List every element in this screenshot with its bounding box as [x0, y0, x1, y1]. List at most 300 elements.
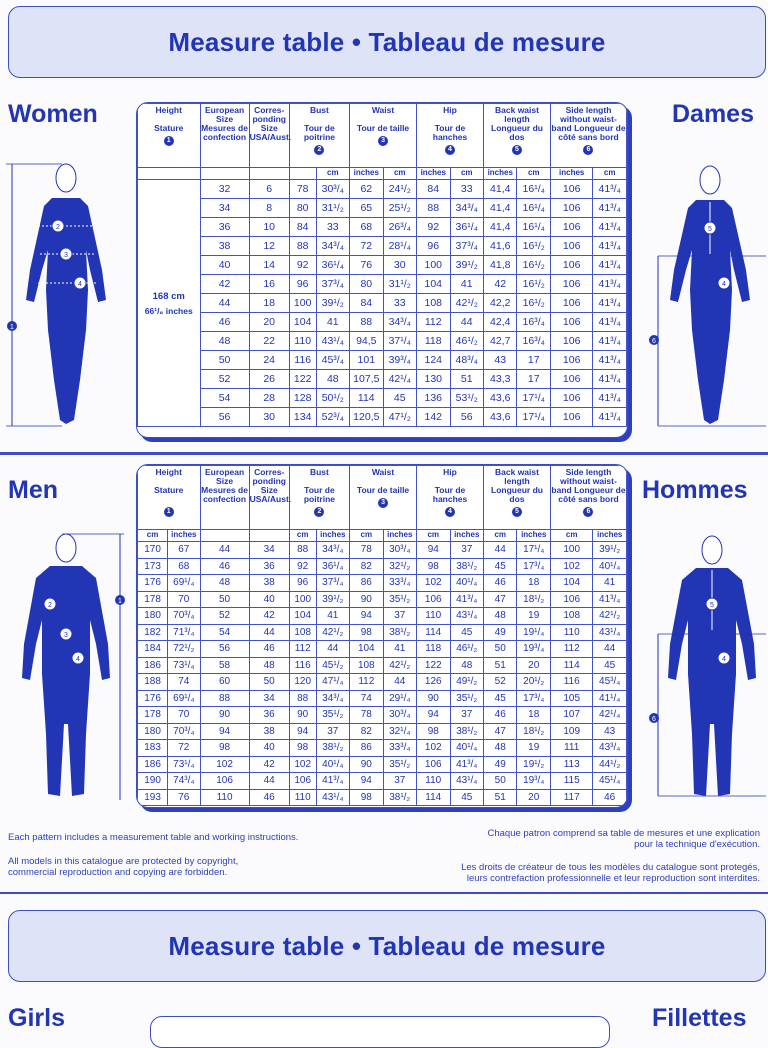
table-cell: 112 [289, 641, 316, 658]
table-cell: 41³/₄ [593, 332, 627, 351]
table-cell: 38 [200, 237, 249, 256]
table-cell: 106 [550, 408, 592, 427]
table-cell: 19 [517, 740, 551, 757]
table-cell: 104 [550, 575, 592, 592]
table-cell: 17³/₄ [517, 690, 551, 707]
women-table-body [138, 180, 627, 427]
table-cell: 94 [350, 608, 383, 625]
table-cell: 88 [200, 690, 249, 707]
table-cell: 26 [249, 370, 289, 389]
table-cell: 65 [350, 199, 383, 218]
table-cell: 80 [350, 275, 383, 294]
table-cell: 106 [550, 370, 592, 389]
table-cell: 67 [168, 542, 200, 559]
table-cell: 43,6 [484, 389, 517, 408]
table-cell: 17¹/₄ [517, 542, 551, 559]
table-cell: 33 [383, 294, 416, 313]
corresponding-header: Corres- ponding Size USA/Aust. [249, 104, 289, 168]
table-cell: 42¹/₂ [450, 294, 484, 313]
table-cell: 16¹/₄ [517, 180, 551, 199]
table-cell: 117 [550, 789, 592, 806]
table-cell: 33³/₄ [383, 575, 416, 592]
table-row [138, 591, 627, 608]
table-cell: 84 [417, 180, 450, 199]
table-cell: 42 [200, 275, 249, 294]
table-cell: 180 [138, 723, 168, 740]
men-height-header: Height Stature 1 [138, 466, 201, 530]
table-cell: 88 [289, 690, 316, 707]
table-row [138, 542, 627, 559]
men-table: Height Stature 1 European Size Mesures de confection Corres- ponding Size USA/Aust. Bust Tour de poitrine 2 Waist Tour de taille 3 Hip Tour de hanches 4 Back waist length Longueur du dos 5 Side length without waist-band Longueur de côté sans bord 6 cm inches cm inches cm inches cm inches cm inches cm inches 170 67 44 34 88 34³/₄ 78 30³/₄ 94 37 44 17¹/₄ 100 39¹/₂ 173 68 46 36 92 36¹/₄ 82 32¹/₂ 98 38¹/₂ 45 17³/₄ 102 40¹/₄ 176 69¹/₄ 48 38 96 37³/₄ 86 33³/₄ 102 40¹/₄ 46 18 104 41 178 70 50 40 100 39¹/₂ 90 35¹/₂ 106 41³/₄ 47 18¹/₂ 106 41³/₄ 180 70³/₄ 52 42 104 41 94 37 110 43¹/₄ 48 19 108 42¹/₂ 182 71³/₄ 54 44 108 42¹/₂ 98 38¹/₂ 114 45 49 19¹/₄ 110 43¹/₄ 184 72¹/₂ 56 46 112 44 104 41 118 46¹/₂ 50 19³/₄ 112 44 186 73¹/₄ 58 48 116 45¹/₂ 108 42¹/₂ 122 48 51 20 114 45 188 74 60 50 120 47¹/₄ 112 44 126 49¹/₂ 52 20¹/₂ 116 45³/₄ 176 69¹/₄ 88 34 88 34³/₄ 74 29¹/₄ 90 35¹/₂ 45 17³/₄ 105 41¹/₄ 178 70 90 36 90 35¹/₂ 78 30³/₄ 94 37 46 18 107 42¹/₄ 180 70³/₄ 94 38 94 37 82 32¹/₄ 98 38¹/₂ 47 18¹/₂ 109 43 183 72 98 40 98 38¹/₂ 86 33³/₄ 102 40¹/₄ 48 19 111 43³/₄ 186 73¹/₄ 102 42 102 40¹/₄ 90 35¹/₂ 106 41³/₄ 49 19¹/₂ 113 44¹/₂ 190 74³/₄ 106 44 106 41³/₄ 94 37 110 43¹/₄ 50 19³/₄ 115 45¹/₄ 193 76 110 46 110 43¹/₄ 98 38¹/₂ 114 45 51 20 117 46 [136, 464, 628, 808]
table-cell: 106 [417, 591, 450, 608]
european-header: European Size Mesures de confection [200, 104, 249, 168]
table-cell: 82 [350, 558, 383, 575]
table-cell: 48 [200, 332, 249, 351]
table-cell: 90 [289, 707, 316, 724]
table-cell: 106 [550, 351, 592, 370]
table-cell: 108 [350, 657, 383, 674]
table-cell: 173 [138, 558, 168, 575]
side-header: Side length without waist-band Longueur de côté sans bord 6 [550, 104, 626, 168]
table-cell: 49 [484, 624, 517, 641]
table-cell: 32¹/₄ [383, 723, 416, 740]
svg-text:1: 1 [118, 598, 122, 605]
table-cell: 41,4 [484, 199, 517, 218]
table-cell: 110 [417, 608, 450, 625]
table-cell: 94 [417, 542, 450, 559]
table-cell: 142 [417, 408, 450, 427]
table-cell: 20 [517, 789, 551, 806]
svg-text:1: 1 [10, 324, 14, 331]
table-cell: 48 [484, 740, 517, 757]
table-cell: 104 [289, 313, 316, 332]
table-cell: 48 [484, 608, 517, 625]
table-cell: 70³/₄ [168, 723, 200, 740]
height-header: Height Stature 1 [138, 104, 201, 168]
table-cell: 47¹/₂ [383, 408, 416, 427]
man-figure-back-icon [646, 524, 768, 804]
table-cell: 17¹/₄ [517, 389, 551, 408]
table-cell: 98 [350, 624, 383, 641]
table-cell: 78 [289, 180, 316, 199]
table-cell: 48 [200, 575, 249, 592]
table-row [138, 740, 627, 757]
table-cell: 41³/₄ [593, 591, 627, 608]
table-row [138, 789, 627, 806]
table-cell: 45³/₄ [593, 674, 627, 691]
table-cell: 126 [417, 674, 450, 691]
table-cell: 98 [417, 558, 450, 575]
table-cell: 110 [417, 773, 450, 790]
table-cell: 188 [138, 674, 168, 691]
table-cell: 45 [484, 558, 517, 575]
table-cell: 118 [417, 641, 450, 658]
table-cell: 41³/₄ [593, 313, 627, 332]
table-cell: 96 [417, 237, 450, 256]
table-row [138, 608, 627, 625]
table-cell: 43¹/₄ [316, 332, 349, 351]
table-cell: 40¹/₄ [316, 756, 349, 773]
table-cell: 45 [450, 789, 484, 806]
table-cell: 41,4 [484, 218, 517, 237]
man-figure-front-icon [10, 524, 130, 804]
table-cell: 68 [168, 558, 200, 575]
table-cell: 30³/₄ [383, 542, 416, 559]
table-cell: 29¹/₄ [383, 690, 416, 707]
table-row [138, 408, 627, 427]
table-cell: 70³/₄ [168, 608, 200, 625]
table-cell: 44 [200, 294, 249, 313]
table-cell: 92 [289, 256, 316, 275]
table-cell: 22 [249, 332, 289, 351]
table-cell: 120,5 [350, 408, 383, 427]
table-cell: 52 [200, 608, 249, 625]
men-side-header: Side length without waist-band Longueur de côté sans bord 6 [550, 466, 626, 530]
dames-title: Dames [672, 100, 754, 128]
table-cell: 30 [383, 256, 416, 275]
table-cell: 41³/₄ [593, 294, 627, 313]
table-row [138, 723, 627, 740]
table-cell: 41³/₄ [593, 218, 627, 237]
table-row [138, 624, 627, 641]
men-bust-header: Bust Tour de poitrine 2 [289, 466, 349, 530]
table-cell: 112 [550, 641, 592, 658]
table-cell: 98 [417, 723, 450, 740]
table-cell: 42¹/₂ [383, 657, 416, 674]
table-cell: 31¹/₂ [383, 275, 416, 294]
table-cell: 72 [168, 740, 200, 757]
table-cell: 40¹/₄ [450, 740, 484, 757]
table-cell: 42¹/₄ [383, 370, 416, 389]
table-cell: 37 [383, 773, 416, 790]
table-row [138, 657, 627, 674]
table-cell: 114 [350, 389, 383, 408]
table-cell: 33 [450, 180, 484, 199]
table-cell: 106 [550, 294, 592, 313]
table-cell: 16¹/₄ [517, 199, 551, 218]
table-cell: 186 [138, 756, 168, 773]
table-cell: 136 [417, 389, 450, 408]
table-cell: 37³/₄ [450, 237, 484, 256]
table-cell: 106 [289, 773, 316, 790]
table-cell: 116 [289, 351, 316, 370]
table-cell: 46¹/₂ [450, 641, 484, 658]
table-cell: 96 [289, 275, 316, 294]
table-cell: 38 [249, 575, 289, 592]
svg-text:5: 5 [710, 602, 714, 609]
table-cell: 40¹/₄ [593, 558, 627, 575]
table-cell: 41³/₄ [593, 199, 627, 218]
table-cell: 38¹/₂ [450, 558, 484, 575]
table-cell: 28¹/₄ [383, 237, 416, 256]
table-cell: 51 [450, 370, 484, 389]
table-cell: 48³/₄ [450, 351, 484, 370]
table-cell: 88 [289, 237, 316, 256]
table-cell: 56 [200, 641, 249, 658]
table-cell: 12 [249, 237, 289, 256]
svg-text:4: 4 [78, 281, 82, 288]
table-cell: 17³/₄ [517, 558, 551, 575]
table-cell: 74 [168, 674, 200, 691]
table-cell: 19³/₄ [517, 773, 551, 790]
table-row [138, 558, 627, 575]
table-cell: 190 [138, 773, 168, 790]
table-cell: 80 [289, 199, 316, 218]
table-cell: 38 [249, 723, 289, 740]
table-row [138, 707, 627, 724]
table-cell: 112 [417, 313, 450, 332]
table-cell: 17¹/₄ [517, 408, 551, 427]
men-hip-header: Hip Tour de hanches 4 [417, 466, 484, 530]
table-cell: 16³/₄ [517, 313, 551, 332]
table-row [138, 332, 627, 351]
table-cell: 41³/₄ [593, 256, 627, 275]
table-cell: 106 [550, 332, 592, 351]
table-cell: 41 [316, 608, 349, 625]
table-cell: 69¹/₄ [168, 575, 200, 592]
table-cell: 106 [550, 591, 592, 608]
table-cell: 32 [200, 180, 249, 199]
table-row [138, 690, 627, 707]
table-cell: 34 [249, 542, 289, 559]
table-cell: 84 [350, 294, 383, 313]
table-cell: 92 [289, 558, 316, 575]
table-cell: 176 [138, 575, 168, 592]
table-cell: 183 [138, 740, 168, 757]
table-cell: 20¹/₂ [517, 674, 551, 691]
table-cell: 69¹/₄ [168, 690, 200, 707]
table-cell: 6 [249, 180, 289, 199]
table-cell: 39³/₄ [383, 351, 416, 370]
table-cell: 41,6 [484, 237, 517, 256]
table-cell: 100 [550, 542, 592, 559]
table-cell: 50¹/₂ [316, 389, 349, 408]
table-cell: 52³/₄ [316, 408, 349, 427]
table-cell: 46 [484, 575, 517, 592]
table-cell: 40 [249, 740, 289, 757]
table-cell: 42,2 [484, 294, 517, 313]
svg-text:4: 4 [722, 656, 726, 663]
table-cell: 170 [138, 542, 168, 559]
table-cell: 100 [289, 294, 316, 313]
table-cell: 122 [417, 657, 450, 674]
table-row [138, 370, 627, 389]
table-cell: 42 [249, 756, 289, 773]
table-cell: 193 [138, 789, 168, 806]
table-cell: 41¹/₄ [593, 690, 627, 707]
table-cell: 37 [383, 608, 416, 625]
svg-text:5: 5 [708, 226, 712, 233]
table-cell: 42¹/₂ [316, 624, 349, 641]
stature-cell: 168 cm 66¹/₈ inches [138, 180, 201, 427]
men-back-header: Back waist length Longueur du dos 5 [484, 466, 551, 530]
table-cell: 43 [593, 723, 627, 740]
table-cell: 36¹/₄ [450, 218, 484, 237]
fillettes-title: Fillettes [652, 1004, 747, 1032]
table-cell: 78 [350, 542, 383, 559]
table-cell: 107 [550, 707, 592, 724]
table-cell: 100 [417, 256, 450, 275]
table-cell: 86 [350, 740, 383, 757]
table-cell: 43¹/₄ [450, 608, 484, 625]
table-cell: 37³/₄ [316, 275, 349, 294]
table-cell: 16 [249, 275, 289, 294]
table-cell: 134 [289, 408, 316, 427]
table-cell: 34³/₄ [450, 199, 484, 218]
table-cell: 74 [350, 690, 383, 707]
table-cell: 41³/₄ [450, 756, 484, 773]
table-cell: 44 [593, 641, 627, 658]
table-cell: 42¹/₄ [593, 707, 627, 724]
table-cell: 56 [450, 408, 484, 427]
table-cell: 52 [484, 674, 517, 691]
men-corresponding-header: Corres- ponding Size USA/Aust. [249, 466, 289, 530]
table-cell: 16¹/₄ [517, 218, 551, 237]
table-cell: 46 [593, 789, 627, 806]
table-cell: 118 [417, 332, 450, 351]
table-cell: 8 [249, 199, 289, 218]
table-cell: 41³/₄ [316, 773, 349, 790]
table-cell: 30 [249, 408, 289, 427]
table-cell: 35¹/₂ [450, 690, 484, 707]
table-cell: 43¹/₄ [316, 789, 349, 806]
table-cell: 90 [350, 591, 383, 608]
table-cell: 16¹/₂ [517, 294, 551, 313]
men-waist-header: Waist Tour de taille 3 [350, 466, 417, 530]
table-cell: 34 [249, 690, 289, 707]
table-row [138, 674, 627, 691]
table-cell: 19 [517, 608, 551, 625]
table-cell: 106 [550, 237, 592, 256]
table-cell: 34³/₄ [316, 690, 349, 707]
table-cell: 110 [200, 789, 249, 806]
table-cell: 26³/₄ [383, 218, 416, 237]
table-cell: 54 [200, 624, 249, 641]
table-cell: 62 [350, 180, 383, 199]
table-cell: 37¹/₄ [383, 332, 416, 351]
table-cell: 34³/₄ [316, 237, 349, 256]
table-cell: 30³/₄ [383, 707, 416, 724]
table-cell: 47 [484, 591, 517, 608]
table-cell: 48 [316, 370, 349, 389]
table-cell: 47¹/₄ [316, 674, 349, 691]
table-cell: 94 [417, 707, 450, 724]
note-pattern-fr: Chaque patron comprend sa table de mesures et une explication pour la technique d'exécution. [487, 828, 760, 850]
table-cell: 71³/₄ [168, 624, 200, 641]
table-row [138, 773, 627, 790]
table-cell: 35¹/₂ [316, 707, 349, 724]
table-cell: 58 [200, 657, 249, 674]
banner-bottom [8, 910, 766, 982]
table-cell: 46 [200, 313, 249, 332]
table-cell: 106 [200, 773, 249, 790]
table-cell: 176 [138, 690, 168, 707]
table-cell: 39¹/₂ [593, 542, 627, 559]
table-cell: 105 [550, 690, 592, 707]
table-cell: 90 [417, 690, 450, 707]
table-cell: 24 [249, 351, 289, 370]
table-cell: 53¹/₂ [450, 389, 484, 408]
table-cell: 90 [350, 756, 383, 773]
table-cell: 76 [168, 789, 200, 806]
table-cell: 47 [484, 723, 517, 740]
table-cell: 115 [550, 773, 592, 790]
table-cell: 50 [484, 641, 517, 658]
banner-top-title: Measure table • Tableau de mesure [168, 26, 606, 57]
table-cell: 82 [350, 723, 383, 740]
table-cell: 108 [550, 608, 592, 625]
table-cell: 70 [168, 707, 200, 724]
table-cell: 72¹/₂ [168, 641, 200, 658]
table-cell: 20 [249, 313, 289, 332]
table-cell: 102 [289, 756, 316, 773]
table-cell: 73¹/₄ [168, 657, 200, 674]
table-cell: 116 [289, 657, 316, 674]
table-cell: 107,5 [350, 370, 383, 389]
table-cell: 32¹/₂ [383, 558, 416, 575]
table-cell: 45 [593, 657, 627, 674]
table-cell: 116 [550, 674, 592, 691]
table-cell: 37 [450, 542, 484, 559]
table-cell: 44 [249, 624, 289, 641]
table-cell: 40 [200, 256, 249, 275]
table-cell: 42¹/₂ [593, 608, 627, 625]
woman-figure-back-icon [646, 150, 768, 440]
table-row [138, 275, 627, 294]
table-cell: 76 [350, 256, 383, 275]
table-row [138, 199, 627, 218]
table-cell: 50 [484, 773, 517, 790]
table-cell: 42,4 [484, 313, 517, 332]
table-cell: 50 [200, 591, 249, 608]
table-cell: 17 [517, 370, 551, 389]
table-cell: 104 [350, 641, 383, 658]
table-cell: 28 [249, 389, 289, 408]
table-cell: 106 [550, 218, 592, 237]
table-cell: 109 [550, 723, 592, 740]
table-row [138, 756, 627, 773]
banner-top [8, 6, 766, 78]
table-cell: 110 [289, 332, 316, 351]
table-cell: 48 [450, 657, 484, 674]
table-cell: 46 [484, 707, 517, 724]
table-cell: 108 [417, 294, 450, 313]
table-cell: 46 [249, 641, 289, 658]
woman-figure-front-icon [2, 150, 122, 440]
table-cell: 44¹/₂ [593, 756, 627, 773]
table-cell: 54 [200, 389, 249, 408]
table-cell: 124 [417, 351, 450, 370]
table-cell: 114 [550, 657, 592, 674]
men-european-header: European Size Mesures de confection [200, 466, 249, 530]
table-row [138, 641, 627, 658]
table-row [138, 389, 627, 408]
table-cell: 38¹/₂ [383, 624, 416, 641]
table-cell: 43¹/₄ [450, 773, 484, 790]
table-cell: 100 [289, 591, 316, 608]
table-cell: 36 [249, 707, 289, 724]
table-cell: 41³/₄ [593, 237, 627, 256]
table-row [138, 256, 627, 275]
table-cell: 110 [550, 624, 592, 641]
table-cell: 41³/₄ [593, 389, 627, 408]
table-cell: 36¹/₄ [316, 558, 349, 575]
table-cell: 43³/₄ [593, 740, 627, 757]
table-cell: 34 [200, 199, 249, 218]
table-cell: 43 [484, 351, 517, 370]
table-cell: 37 [450, 707, 484, 724]
table-cell: 49 [484, 756, 517, 773]
